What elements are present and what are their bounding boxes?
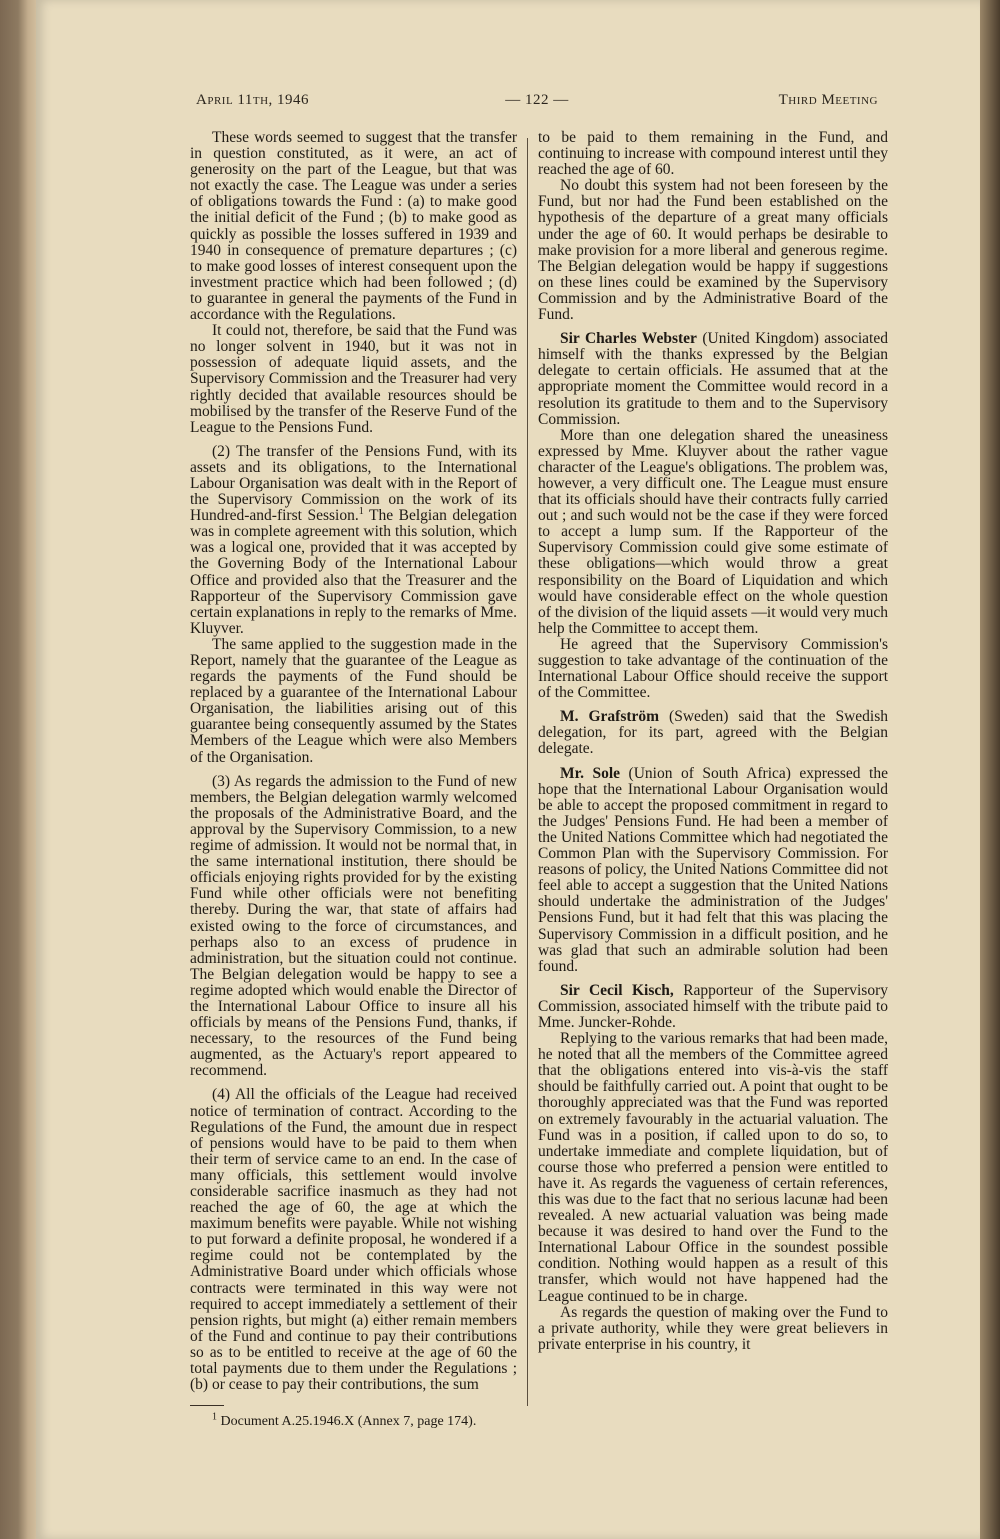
paragraph-text: The Belgian delegation was in complete agreement with this solution, which was a logical one, provided that it was accepted by the Governing Body of the International Labour Office and provided also that the Treasurer and the Rapporteur of the Supervisory Commission gave certain explanations in reply to the remarks of Mme. Kluyver.	[190, 507, 517, 637]
paragraph: It could not, therefore, be said that the Fund was no longer solvent in 1940, but it was not in possession of adequate liquid assets, and the Supervisory Commission and the Treasurer had very rightly decided that available resources should be mobilised by the transfer of the Reserve Fund of the League to the Pensions Fund.	[190, 322, 517, 436]
paragraph	[190, 444, 517, 637]
column-divider	[527, 138, 528, 1406]
speech-text: Rapporteur of the Supervisory Commission, associated himself with the tribute paid to Mme. Juncker-Rohde.	[538, 981, 888, 1031]
paragraph: No doubt this system had not been foreseen by the Fund, but nor had the Fund been established on the hypothesis of the departure of a great many officials under the age of 60. It would perhaps be desirable to make provision for a more liberal and generous regime. The Belgian delegation would be happy if suggestions on these lines could be examined by the Supervisory Commission and by the Administrative Board of the Fund.	[538, 177, 888, 324]
footnote-mark: 1	[212, 1411, 217, 1423]
speech	[538, 983, 888, 1031]
speaker-name: Sir Charles Webster	[560, 330, 697, 348]
paragraph: The same applied to the suggestion made in the Report, namely that the guarantee of the League as regards the payments of the Fund should be replaced by a guarantee of the International Labour Organisation, the liabilities arising out of this guarantee being consequently assumed by the States Members of the League which were also Members of the Organisation.	[190, 635, 517, 766]
speech-text: (Union of South Africa) expressed the hope that the International Labour Organisation would be able to accept the proposed commitment in regard to the Judges' Pensions Fund. He had been a member of the United Nations Committee which had negotiated the Common Plan with the Supervisory Commission. For reasons of policy, the United Nations Committee did not feel able to accept a suggestion that the United Nations should undertake the administration of the Judges' Pensions Fund, but it had felt that this was placing the Supervisory Commission in a difficult position, and he was glad that such an admirable solution had been found.	[538, 764, 888, 975]
speaker-name: M. Grafström	[560, 708, 660, 726]
speaker-name: Mr. Sole	[560, 764, 621, 782]
header-section: Third Meeting	[778, 92, 878, 108]
right-column	[538, 130, 888, 1353]
speech	[538, 766, 888, 975]
book-edge-left	[0, 0, 40, 1539]
speech-text: (Sweden) said that the Swedish delegation, for its part, agreed with the Belgian delegate.	[538, 708, 888, 758]
footnote-rule	[190, 1405, 224, 1406]
footnote-ref: 1	[358, 506, 364, 517]
speech	[538, 709, 888, 757]
paragraph: He agreed that the Supervisory Commission's suggestion to take advantage of the continuation of the International Labour Office should receive the support of the Committee.	[538, 635, 888, 702]
left-column	[190, 130, 517, 1430]
paragraph-text: (2) The transfer of the Pensions Fund, with its assets and its obligations, to the International Labour Organisation was dealt with in the Report of the Supervisory Commission on the work of its Hundred-and-first Session.	[190, 442, 517, 525]
page-number: — 122 —	[505, 92, 569, 108]
paragraph: Replying to the various remarks that had been made, he noted that all the members of the Committee agreed that the obligations entered into vis-à-vis the staff should be faithfully carried out. A point that ought to be thoroughly appreciated was that the Fund was reported on extremely favourably in the actuarial valuation. The Fund was in a position, if called upon to do so, to undertake immediate and complete liquidation, but of course those who preferred a pension were entitled to have it. As regards the vagueness of certain references, this was due to the fact that no serious lacunæ had been revealed. A new actuarial valuation was being made because it was desired to hand over the Fund to the International Labour Office in the soundest possible condition. Nothing would happen as a result of this transfer, which would not have happened had the League continued to be in charge.	[538, 1030, 888, 1305]
paragraph: (3) As regards the admission to the Fund of new members, the Belgian delegation warmly welcomed the proposals of the Administrative Board, and the approval by the Supervisory Commission, to a new regime of admission. It would not be normal that, in the same international institution, there should be officials enjoying rights provided for by the existing Fund while other officials were not benefiting thereby. During the war, that state of affairs had existed owing to the force of circumstances, and perhaps also to an excess of prudence in administration, but the situation could not continue. The Belgian delegation would be happy to see a regime adopted which would enable the Director of the International Labour Office to insure all his officials by means of the Pensions Fund, thanks, if necessary, to the resources of the Fund being augmented, as the Actuary's report appeared to recommend.	[190, 772, 517, 1080]
paragraph: As regards the question of making over the Fund to a private authority, while they were great believers in private enterprise in his country, it	[538, 1303, 888, 1353]
header-date: April 11th, 1946	[196, 92, 310, 108]
speech	[538, 331, 888, 428]
paragraph: These words seemed to suggest that the transfer in question constituted, as it were, an act of generosity on the part of the League, but that was not exactly the case. The League was under a series of obligations towards the Fund : (a) to make good the initial deficit of the Fund ; (b) to make good as quickly as possible the losses suffered in 1939 and 1940 in consequence of premature departures ; (c) to make good losses of interest consequent upon the investment practice which had been followed ; (d) to guarantee in general the payments of the Fund in accordance with the Regulations.	[190, 129, 517, 324]
paragraph: (4) All the officials of the League had received notice of termination of contract. According to the Regulations of the Fund, the amount due in respect of pensions would have to be paid to them when their term of service came to an end. In the case of many officials, this settlement would involve considerable sacrifice inasmuch as they had not reached the age of 60, the age at which the maximum benefits were payable. While not wishing to put forward a definite proposal, he wondered if a regime could not be contemplated by the Administrative Board under which officials whose contracts were terminated in this way were not required to accept immediately a settlement of their pension rights, but might (a) either remain members of the Fund and continue to pay their contributions so as to be entitled to receive at the age of 60 the total payments due to them under the Regulations ; (b) or cease to pay their contributions, the sum	[190, 1086, 517, 1394]
paragraph: to be paid to them remaining in the Fund, and continuing to increase with compound interest until they reached the age of 60.	[538, 129, 888, 179]
footnote-text: Document A.25.1946.X (Annex 7, page 174).	[217, 1414, 477, 1430]
book-edge-right	[980, 0, 1000, 1539]
speaker-name: Sir Cecil Kisch,	[560, 981, 674, 999]
speech-text: (United Kingdom) associated himself with the thanks expressed by the Belgian delegate to certain officials. He assumed that at the appropriate moment the Committee would record in a resolution its gratitude to them and to the Supervisory Commission.	[538, 330, 888, 428]
paragraph: More than one delegation shared the uneasiness expressed by Mme. Kluyver about the rather vague character of the League's obligations. The problem was, however, a very difficult one. The League must ensure that its officials should have their contracts fully carried out ; and such would not be the case if they were forced to accept a lump sum. If the Rapporteur of the Supervisory Commission could give some estimate of these obligations—which would throw a great responsibility on the Board of Liquidation and which would have considerable effect on the whole question of the division of the liquid assets —it would very much help the Committee to accept them.	[538, 426, 888, 637]
footnote	[190, 1411, 517, 1430]
